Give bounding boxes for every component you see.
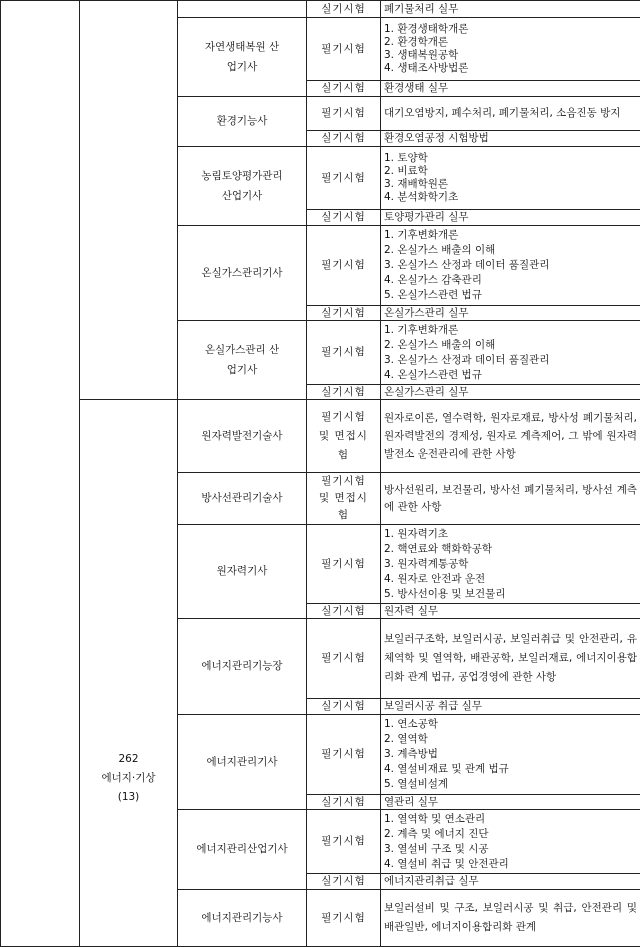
major-field-code: 262: [83, 750, 174, 769]
subject-line: 3. 생태복원공학: [384, 49, 637, 62]
qualification-name: 에너지관리산업기사: [178, 810, 307, 890]
subject-line: 2. 온실가스 배출의 이해: [384, 338, 637, 353]
exam-type: 실기시험: [307, 874, 381, 890]
exam-subjects: [381, 874, 640, 890]
subject-line: 열관리 실무: [384, 796, 637, 809]
qualification-name: 원자력기사: [178, 525, 307, 619]
subject-line: 1. 기후변화개론: [384, 228, 637, 243]
exam-type: 실기시험: [307, 699, 381, 715]
subject-line: 3. 원자력계통공학: [384, 557, 637, 572]
exam-subjects: [381, 226, 640, 306]
exam-type: 필기시험: [307, 18, 381, 81]
exam-subjects: [381, 18, 640, 81]
exam-type: 필기시험 및 면접시험: [307, 473, 381, 525]
qualification-name: 방사선관리기술사: [178, 473, 307, 525]
subject-line: 원자로이론, 열수력학, 원자로재료, 방사성 폐기물처리, 원자력발전의 경제성, 원자로 계측제어, 그 밖에 원자력발전소 운전관리에 관한 사항: [384, 409, 637, 463]
subject-line: 4. 원자로 안전과 운전: [384, 572, 637, 587]
qualification-name: [178, 1, 307, 18]
qualification-name: 환경기능사: [178, 97, 307, 147]
exam-subjects: [381, 385, 640, 400]
subject-line: 1. 토양학: [384, 152, 637, 165]
table-row: [1, 1, 640, 18]
exam-subjects: [381, 810, 640, 874]
exam-subjects: [381, 890, 640, 947]
subject-line: 3. 온실가스 산정과 데이터 품질관리: [384, 258, 637, 273]
exam-subjects: [381, 147, 640, 210]
qualification-name: 온실가스관리 산업기사: [178, 321, 307, 400]
subject-line: 5. 온실가스관련 법규: [384, 288, 637, 303]
subject-line: 4. 온실가스 감축관리: [384, 273, 637, 288]
exam-type: 실기시험: [307, 306, 381, 321]
subject-line: 방사선원리, 보건물리, 방사선 폐기물처리, 방사선 계측에 관한 사항: [384, 482, 637, 516]
subject-line: 폐기물처리 실무: [384, 3, 637, 16]
qualification-name: 농림토양평가관리 산업기사: [178, 147, 307, 226]
exam-subjects: [381, 525, 640, 604]
exam-type: 필기시험: [307, 619, 381, 699]
exam-type: 필기시험: [307, 525, 381, 604]
subject-line: 2. 온실가스 배출의 이해: [384, 243, 637, 258]
subject-line: 4. 분석화학기초: [384, 191, 637, 204]
subject-line: 2. 비료학: [384, 165, 637, 178]
exam-subjects: [381, 699, 640, 715]
subject-line: 1. 기후변화개론: [384, 323, 637, 338]
exam-type: 필기시험: [307, 810, 381, 874]
subject-line: 5. 방사선이용 및 보건물리: [384, 587, 637, 602]
left-blank-column: [1, 1, 80, 947]
exam-type: 필기시험: [307, 147, 381, 210]
exam-subjects: [381, 400, 640, 473]
exam-subjects: [381, 604, 640, 619]
subject-line: 3. 온실가스 산정과 데이터 품질관리: [384, 353, 637, 368]
subject-line: 환경오염공정 시험방법: [384, 132, 637, 145]
subject-line: 1. 환경생태학개론: [384, 23, 637, 36]
exam-subjects: [381, 210, 640, 226]
qualification-name: 온실가스관리기사: [178, 226, 307, 321]
exam-type: 필기시험: [307, 226, 381, 306]
subject-line: 2. 열역학: [384, 732, 637, 747]
exam-subjects: [381, 795, 640, 810]
qualification-name: 원자력발전기술사: [178, 400, 307, 473]
subject-line: 1. 원자력기초: [384, 527, 637, 542]
exam-subjects: [381, 131, 640, 147]
exam-subjects: [381, 715, 640, 795]
subject-line: 에너지관리취급 실무: [384, 875, 637, 888]
subject-line: 원자력 실무: [384, 605, 637, 618]
subject-line: 4. 온실가스관련 법규: [384, 368, 637, 383]
subject-line: 2. 핵연료와 핵화학공학: [384, 542, 637, 557]
subject-line: 1. 열역학 및 연소관리: [384, 812, 637, 827]
subject-line: 온실가스관리 실무: [384, 307, 637, 320]
subject-line: 2. 계측 및 에너지 진단: [384, 827, 637, 842]
exam-type: 필기시험: [307, 321, 381, 385]
qualification-name: 에너지관리기사: [178, 715, 307, 810]
subject-line: 보일러구조학, 보일러시공, 보일러취급 및 안전관리, 유체역학 및 열역학, 배관공학, 보일러재료, 에너지이용합리화 관계 법규, 공업경영에 관한 사항: [384, 630, 637, 687]
subject-line: 보일러시공 취급 실무: [384, 700, 637, 713]
exam-subjects: [381, 1, 640, 18]
qualification-name: 에너지관리기능사: [178, 890, 307, 947]
major-field-upper-blank: [80, 1, 178, 400]
exam-type: 실기시험: [307, 604, 381, 619]
subject-line: 3. 계측방법: [384, 747, 637, 762]
exam-subjects: [381, 321, 640, 385]
subject-line: 3. 재배학원론: [384, 178, 637, 191]
subject-line: 1. 연소공학: [384, 717, 637, 732]
exam-type: 실기시험: [307, 210, 381, 226]
subject-line: 4. 열설비 취급 및 안전관리: [384, 857, 637, 872]
subject-line: 토양평가관리 실무: [384, 211, 637, 224]
exam-type: 실기시험: [307, 131, 381, 147]
exam-type: 필기시험: [307, 97, 381, 131]
major-field-cell: [80, 400, 178, 947]
exam-subjects: [381, 619, 640, 699]
exam-type: 실기시험: [307, 1, 381, 18]
subject-line: 4. 생태조사방법론: [384, 62, 637, 75]
subject-line: 2. 환경학개론: [384, 36, 637, 49]
exam-subjects: [381, 81, 640, 97]
qualification-name: 자연생태복원 산업기사: [178, 18, 307, 97]
subject-line: 3. 열설비 구조 및 시공: [384, 842, 637, 857]
subject-line: 4. 열설비재료 및 관계 법규: [384, 762, 637, 777]
exam-subjects: [381, 97, 640, 131]
subject-line: 온실가스관리 실무: [384, 386, 637, 399]
exam-subjects: [381, 306, 640, 321]
qualification-name: 에너지관리기능장: [178, 619, 307, 715]
subject-line: 환경생태 실무: [384, 82, 637, 95]
subject-line: 5. 열설비설계: [384, 777, 637, 792]
exam-type: 필기시험 및 면접시험: [307, 400, 381, 473]
exam-subjects: [381, 473, 640, 525]
table-row: [1, 400, 640, 473]
exam-type: 필기시험: [307, 715, 381, 795]
major-field-count: (13): [83, 788, 174, 807]
exam-type: 필기시험: [307, 890, 381, 947]
exam-type: 실기시험: [307, 81, 381, 97]
subject-line: 대기오염방지, 폐수처리, 폐기물처리, 소음진동 방지: [384, 105, 637, 122]
subject-line: 보일러설비 및 구조, 보일러시공 및 취급, 안전관리 및 배관일반, 에너지이용합리화 관계: [384, 899, 637, 937]
exam-type: 실기시험: [307, 795, 381, 810]
major-field-name: 에너지·기상: [83, 769, 174, 788]
exam-type: 실기시험: [307, 385, 381, 400]
